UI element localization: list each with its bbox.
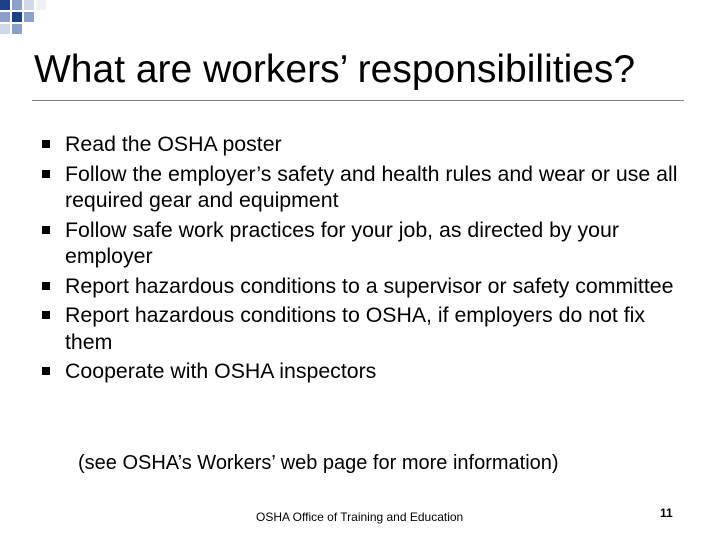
square-bullet-icon: [42, 140, 50, 148]
square-bullet-icon: [42, 282, 50, 290]
square-bullet-icon: [42, 367, 50, 375]
bullet-list: [40, 131, 690, 388]
bullet-item: [40, 358, 690, 385]
square-bullet-icon: [42, 226, 50, 234]
title-divider: [32, 100, 684, 101]
bullet-item: [40, 273, 690, 300]
bullet-text: Follow safe work practices for your job, as directed by your employer: [65, 217, 619, 268]
square-bullet-icon: [42, 311, 50, 319]
slide-title: What are workers’ responsibilities?: [34, 48, 636, 91]
corner-decoration: [0, 0, 60, 40]
bullet-text: Follow the employer’s safety and health rules and wear or use all required gear and equipment: [65, 161, 678, 212]
page-number: 11: [660, 506, 673, 520]
bullet-text: Report hazardous conditions to OSHA, if employers do not fix them: [65, 303, 646, 354]
footer-text: OSHA Office of Training and Education: [256, 510, 464, 524]
bullet-text: Read the OSHA poster: [65, 132, 282, 156]
bullet-text: Cooperate with OSHA inspectors: [65, 359, 377, 383]
bullet-item: [40, 217, 690, 270]
bullet-item: [40, 131, 690, 158]
square-bullet-icon: [42, 170, 50, 178]
bullet-item: [40, 161, 690, 214]
bullet-item: [40, 302, 690, 355]
more-info-note: (see OSHA’s Workers’ web page for more information): [78, 452, 559, 474]
bullet-text: Report hazardous conditions to a supervisor or safety committee: [65, 273, 674, 298]
